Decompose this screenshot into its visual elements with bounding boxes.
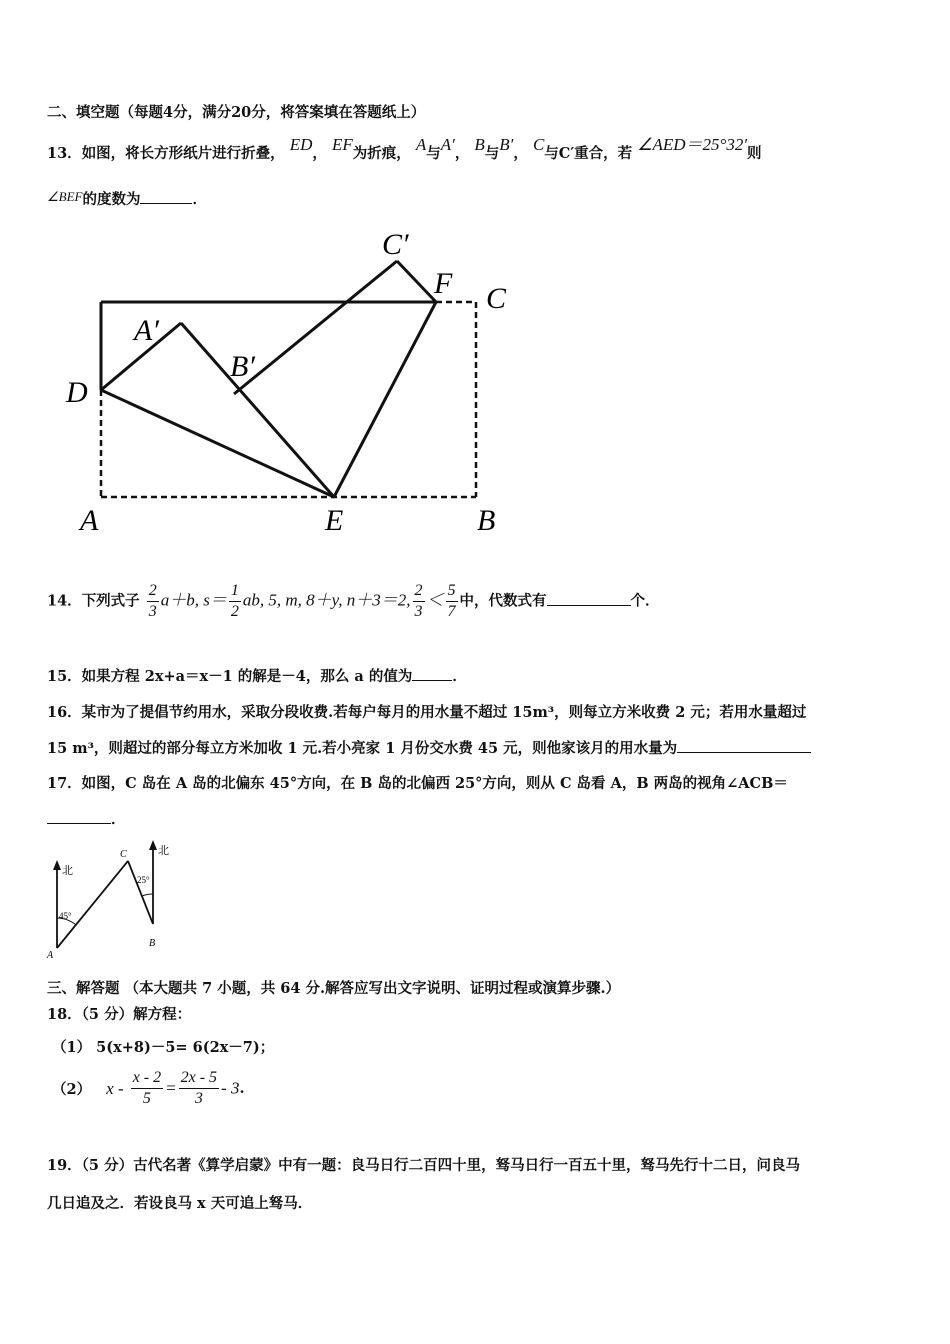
q13-text-d: 的度数为 [82,191,141,208]
line-a-prime-e [181,323,334,497]
q13-answer-blank[interactable] [140,189,192,204]
q17-end: ． [111,811,126,828]
q13-figure [60,225,530,545]
label-c: C [486,282,507,315]
question-15 [47,665,467,686]
q14-frac-4-num: 5 [446,581,458,602]
label-c: C [120,849,127,860]
line-c-prime-b-prime [234,261,397,394]
question-18-part-2 [52,1068,245,1109]
section-2-heading: 二、填空题（每题4分，满分20分，将答案填在答题纸上） [47,104,426,121]
angle-arc-25 [142,894,153,896]
question-19-line-1: 19．（5 分）古代名著《算学启蒙》中有一题：良马日行二百四十里，驽马日行一百五十里，驽马先行十二日，问良马 [47,1157,801,1174]
label-angle-25: 25° [137,875,150,885]
q13-angle-bef: ∠BEF [47,189,83,204]
q13-end: ． [192,191,207,208]
label-north-right: 北 [158,845,169,857]
label-c-prime: C′ [382,228,409,261]
q15-text: 15．如果方程 2x+a＝x－1 的解是－4，那么 a 的值为 [47,668,413,685]
q14-number: 14． [47,592,82,610]
q14-frac-1 [147,581,159,622]
q18-part-2-label: （2） [52,1081,92,1098]
q13-text-b: 为折痕， [352,145,411,162]
q15-answer-blank[interactable] [412,666,452,681]
question-16-line-2 [47,737,811,758]
line-d-e [101,390,334,497]
q13-yu-1: 与 [426,145,441,162]
q18-frac-1-den: 5 [142,1090,151,1107]
q13-c: C [532,135,545,154]
q13-ed: ED [289,135,313,154]
label-f: F [434,267,453,300]
label-angle-45: 45° [59,911,72,921]
q15-end: ． [452,668,467,685]
question-17-blank-line [47,808,126,829]
label-a: A [80,504,99,537]
q16-answer-blank[interactable] [677,738,811,753]
q13-a-prime: A′ [440,135,455,154]
question-13-line-2 [47,188,207,209]
q18-minus-3: - 3 [221,1078,240,1098]
q17-figure [40,838,180,960]
q13-b: B [474,135,485,154]
q14-text-b: 中，代数式有 [459,592,547,610]
q13-ef: EF [331,135,353,154]
q13-comma-2: ， [454,145,470,162]
q14-lt: ＜ [426,590,444,610]
q14-frac-4 [446,581,458,622]
q14-frac-2-den: 2 [230,603,239,620]
label-a: A [47,950,54,960]
q14-frac-4-den: 7 [447,603,456,620]
q14-frac-1-num: 2 [147,581,159,602]
label-b-prime: B′ [230,350,255,383]
question-18-part-1: （1） 5(x+8)－5= 6(2x－7)； [52,1039,275,1056]
q14-frac-1-den: 3 [148,603,157,620]
q18-frac-1 [131,1068,163,1109]
question-14 [47,581,660,622]
q14-expr-a: a＋b, s＝ [160,590,227,610]
question-18-title: 18．（5 分）解方程： [47,1006,192,1023]
q14-text-a: 下列式子 [81,592,140,610]
q14-text-c: 个． [630,592,660,610]
label-e: E [325,504,344,537]
q18-frac-1-num: x - 2 [131,1068,163,1089]
q14-frac-3-den: 3 [414,603,423,620]
label-north-left: 北 [62,865,73,877]
section-3-heading: 三、解答题 （本大题共 7 小题，共 64 分.解答应写出文字说明、证明过程或演算步骤.） [47,980,621,997]
north-arrowhead-right [149,840,157,850]
q18-end: . [239,1080,245,1097]
q16-line-2-text: 15 m³，则超过的部分每立方米加收 1 元.若小亮家 1 月份交水费 45 元，则他家该月的用水量为 [47,740,678,757]
q13-comma-3: ， [513,145,528,162]
q13-comma-1: ， [312,145,327,162]
q14-frac-3 [413,581,425,622]
question-19-line-2: 几日追及之．若设良马 x 天可追上驽马． [47,1195,313,1212]
north-arrowhead-left [53,860,61,870]
q13-ze: 则 [747,145,762,162]
q14-expr-b: ab, 5, m, 8＋y, n＋3＝2, [242,590,411,610]
q14-frac-2-num: 1 [229,581,241,602]
q13-yu-2: 与 [484,145,500,162]
q18-eq: = [165,1078,177,1098]
question-13-line-1 [47,135,762,163]
q13-number: 13． [47,145,82,162]
q18-x-minus: x - [106,1078,124,1098]
label-a-prime: A′ [134,314,159,347]
q18-frac-2-den: 3 [194,1090,203,1107]
line-e-f [334,302,436,497]
label-d: D [66,376,88,409]
label-b: B [477,504,496,537]
label-b: B [149,938,156,949]
question-16-line-1: 16．某市为了提倡节约用水，采取分段收费.若每户每月的用水量不超过 15m³，则每立方米收费 2 元；若用水量超过 [47,704,807,721]
q18-frac-2 [179,1068,219,1109]
q18-frac-2-num: 2x - 5 [179,1068,219,1089]
line-f-c-prime [397,261,436,302]
q14-frac-2 [229,581,241,622]
q13-angle-aed: ∠AED＝25°32′ [637,135,748,154]
q13-text-a: 如图，将长方形纸片进行折叠， [81,145,285,162]
q17-answer-blank[interactable] [47,809,111,824]
q13-b-prime: B′ [499,135,514,154]
line-c-b [128,861,153,924]
q14-answer-blank[interactable] [547,591,631,606]
q14-frac-3-num: 2 [413,581,425,602]
q13-a: A [415,135,427,154]
q13-text-c: 与C′重合，若 [544,145,633,162]
question-17: 17．如图，C 岛在 A 岛的北偏东 45°方向，在 B 岛的北偏西 25°方向，则从 C 岛看 A，B 两岛的视角∠ACB＝ [47,775,788,792]
